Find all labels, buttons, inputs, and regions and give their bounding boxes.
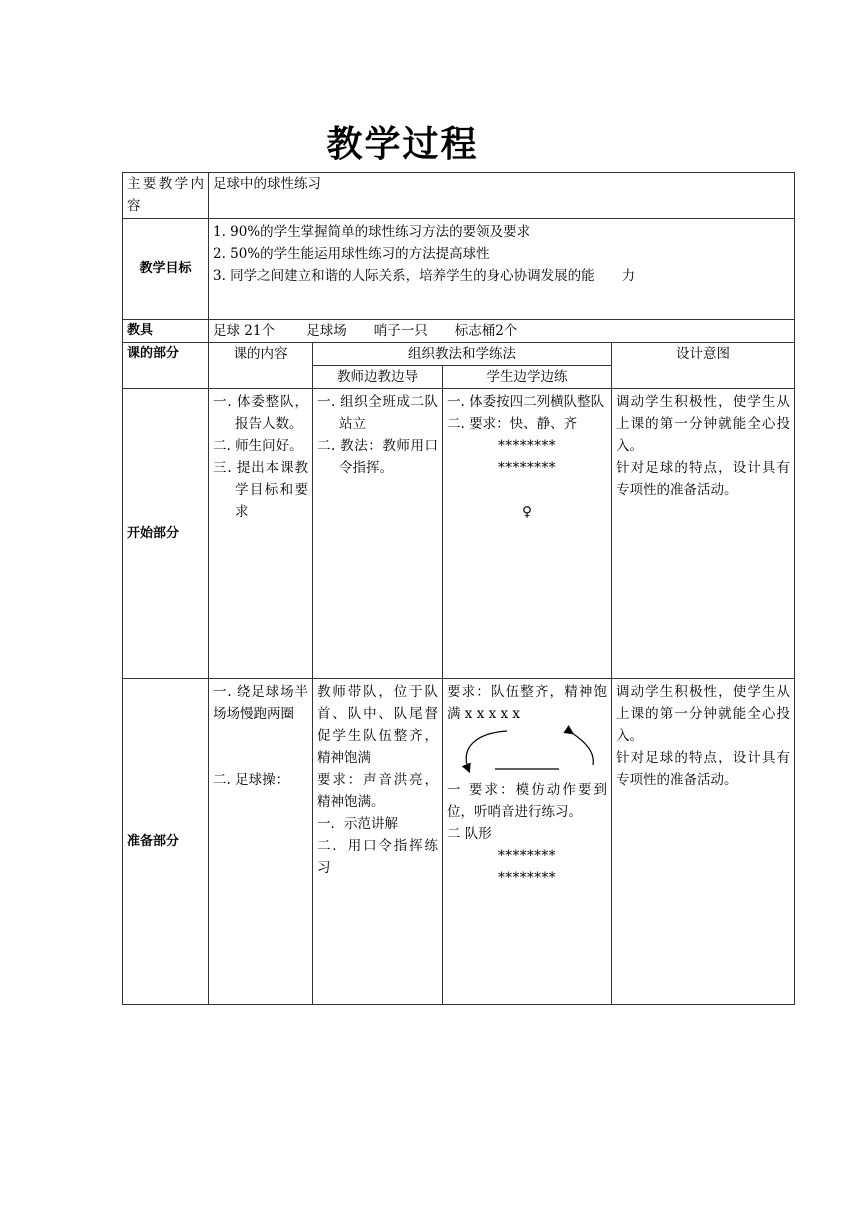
teacher-item: 二．用口令指挥练习 (317, 838, 438, 876)
lesson-plan-table (122, 172, 795, 1005)
section-start-row (123, 389, 795, 679)
circular-arrow-icon (447, 725, 607, 779)
main-content-value: 足球中的球性练习 (209, 173, 795, 219)
section-content (209, 389, 313, 679)
formation-row: ******** (498, 460, 556, 476)
section-prep-row (123, 679, 795, 1005)
formation-row: ******** (498, 848, 556, 864)
main-content-row (123, 173, 795, 219)
header-part: 课的部分 (123, 343, 209, 389)
student-item: 二 队形 (447, 826, 492, 842)
content-item: 三. 提出本课教学目标和要求 (213, 460, 308, 520)
objectives-row (123, 219, 795, 320)
section-design: 调动学生积极性，使学生从上课的第一分钟就能全心投入。 针对足球的特点，设计具有专项性的准备活动。 (612, 389, 795, 679)
header-row (123, 343, 795, 366)
running-route-diagram (447, 725, 607, 779)
content-item: 二. 足球操： (213, 772, 290, 788)
objective-item: 1. 90%的学生掌握简单的球性练习方法的要领及要求 (213, 224, 531, 240)
section-part-label: 准备部分 (123, 679, 209, 1005)
objectives-list (209, 219, 795, 320)
content-item: 一. 体委整队，报告人数。 (213, 394, 308, 432)
section-teacher (313, 389, 443, 679)
teacher-symbol: ♀ (522, 504, 532, 520)
page-title: 教学过程 (326, 124, 479, 165)
student-item: 一. 体委按四二列横队整队 (447, 394, 605, 410)
equipment-label: 教具 (123, 320, 209, 343)
header-student: 学生边学边练 (443, 366, 612, 389)
teacher-item: 一．示范讲解 (317, 816, 398, 832)
formation-row: ******** (498, 870, 556, 886)
header-organization: 组织教法和学练法 (313, 343, 612, 366)
section-part-label: 开始部分 (123, 389, 209, 679)
teacher-item: 要求：声音洪亮，精神饱满。 (317, 772, 438, 810)
section-student (443, 679, 612, 1005)
section-content (209, 679, 313, 1005)
section-teacher (313, 679, 443, 1005)
student-item: 一 要求：模仿动作要到位，听哨音进行练习。 (447, 782, 607, 820)
objective-item: 2. 50%的学生能运用球性练习的方法提高球性 (213, 246, 490, 262)
content-item: 二. 师生问好。 (213, 438, 303, 454)
section-design: 调动学生积极性，使学生从上课的第一分钟就能全心投入。 针对足球的特点，设计具有专项性的准备活动。 (612, 679, 795, 1005)
teacher-item: 教师带队，位于队首、队中、队尾督促学生队伍整齐，精神饱满 (317, 684, 438, 766)
header-teacher: 教师边教边导 (313, 366, 443, 389)
main-content-label: 主要教学内容 (123, 173, 209, 219)
content-item: 一. 绕足球场半场场慢跑两圈 (213, 684, 308, 722)
student-item: 二. 要求：快、静、齐 (447, 416, 578, 432)
objectives-label: 教学目标 (123, 219, 209, 320)
student-requirement: 要求：队伍整齐，精神饱满 x x x x x (447, 684, 607, 722)
header-content: 课的内容 (209, 343, 313, 389)
teacher-item: 一. 组织全班成二队站立 (317, 394, 438, 432)
objective-item: 3. 同学之间建立和谐的人际关系，培养学生的身心协调发展的能 力 (213, 268, 636, 284)
teacher-item: 二. 教法：教师用口令指挥。 (317, 438, 438, 476)
header-design: 设计意图 (612, 343, 795, 389)
equipment-row (123, 320, 795, 343)
formation-row: ******** (498, 438, 556, 454)
section-student (443, 389, 612, 679)
equipment-value: 足球 21个 足球场 哨子一只 标志桶2个 (209, 320, 795, 343)
